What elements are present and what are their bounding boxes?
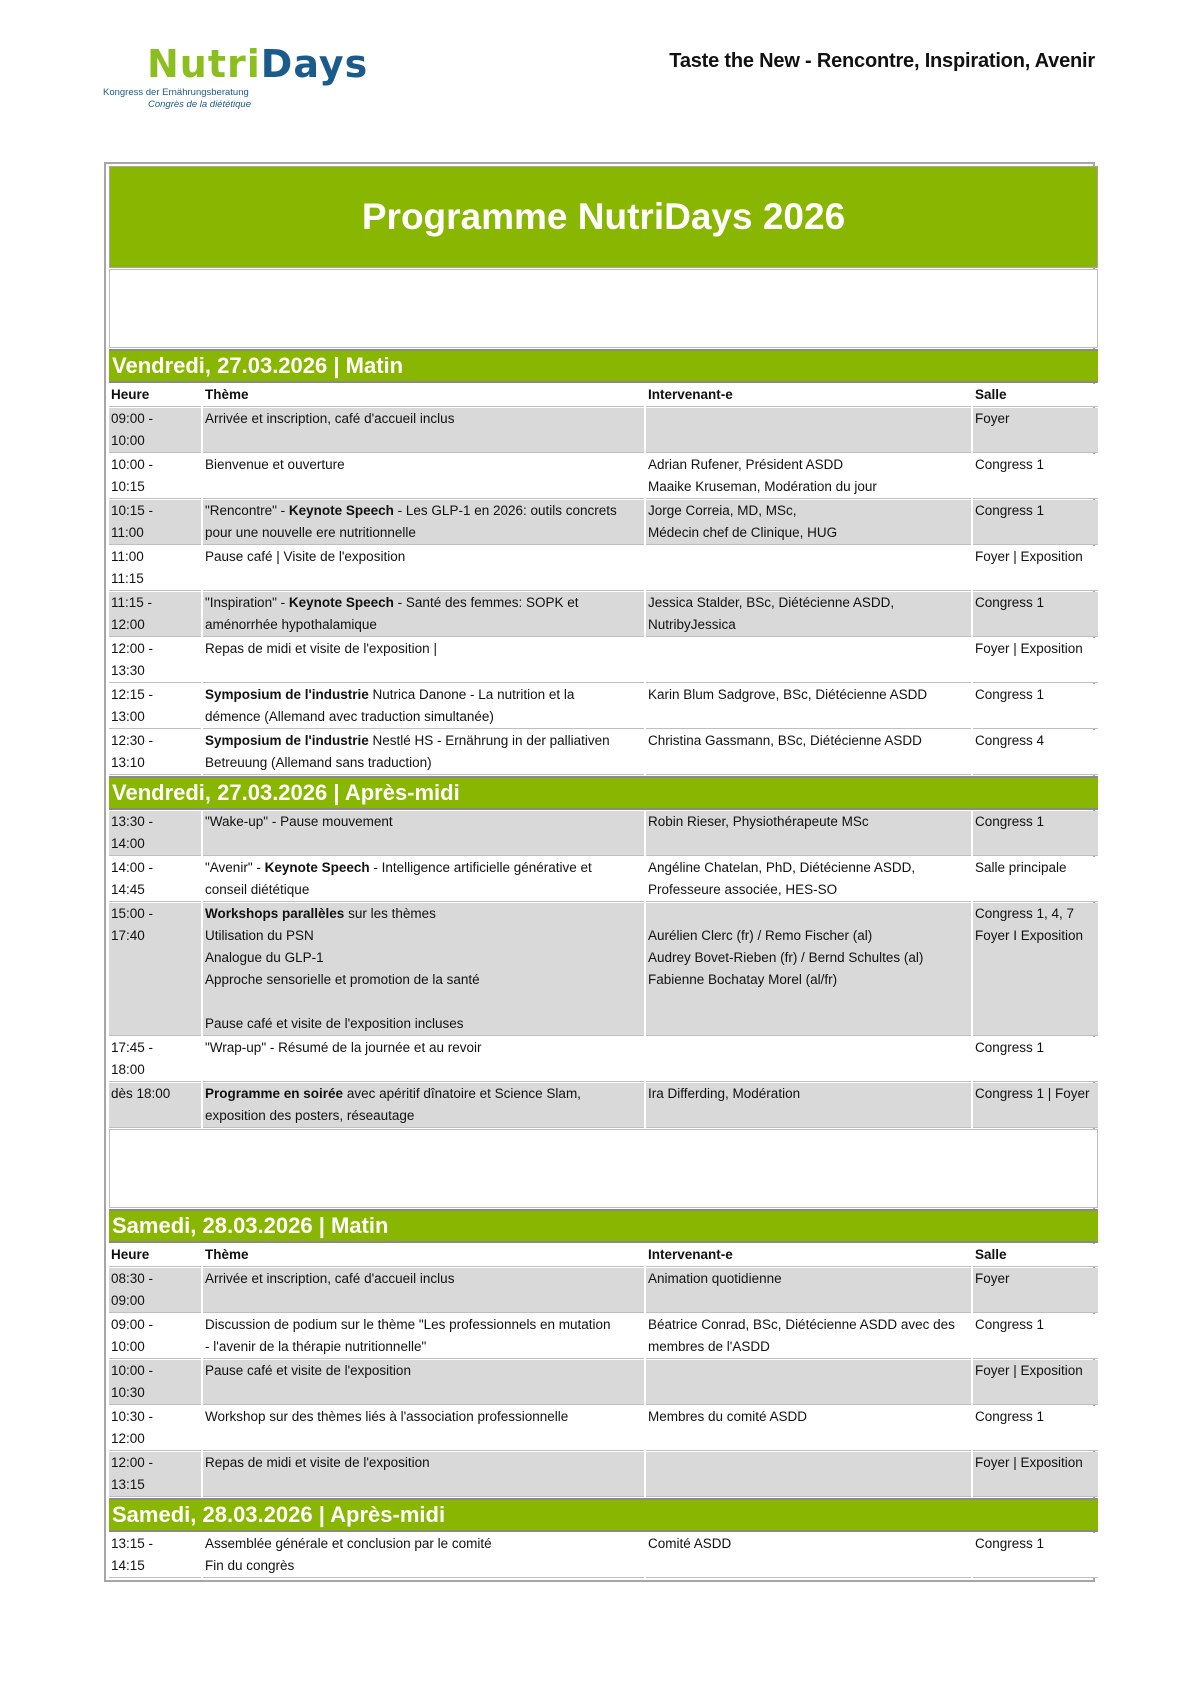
speaker-cell [646,1406,971,1451]
time-cell [109,1452,201,1497]
cell-line: aménorrhée hypothalamique [205,617,377,632]
speaker-cell [646,1037,971,1082]
theme-cell [203,1360,644,1405]
schedule-row [109,1268,1098,1313]
theme-cell [203,1268,644,1313]
schedule-row [109,1083,1098,1128]
cell-line: Foyer [975,1271,1010,1286]
logo-subtitle-fr: Congrès de la diététique [148,99,251,110]
time-cell [109,1406,201,1451]
cell-line: 13:10 [111,755,145,770]
cell-line [648,903,969,925]
cell-line: Utilisation du PSN [205,928,314,943]
theme-cell [203,500,644,545]
time-cell [109,730,201,775]
time-cell [109,903,201,1036]
cell-line: 13:15 [111,1477,145,1492]
time-cell [109,638,201,683]
schedule-row [109,408,1098,453]
theme-bold: Symposium de l'industrie [205,687,369,702]
column-header-row [109,384,1098,407]
programme-table [104,162,1095,1582]
time-cell [109,811,201,856]
theme-first-line [205,903,642,925]
cell-line: 12:00 [111,617,145,632]
speaker-cell [646,811,971,856]
speaker-cell [646,857,971,902]
cell-line: 12:00 - [111,1455,154,1470]
cell-line: Pause café et visite de l'exposition [205,1363,411,1378]
theme-cell [203,684,644,729]
cell-line: Congress 1 [975,1317,1045,1332]
theme-first-line [205,592,642,614]
cell-line: 10:00 [111,1339,145,1354]
cell-line: Arrivée et inscription, café d'accueil inclus [205,411,455,426]
theme-cell [203,903,644,1036]
section-header [109,1498,1098,1532]
cell-line: Congress 1 | Foyer [975,1086,1090,1101]
column-header-row [109,1244,1098,1267]
room-cell [973,1360,1098,1405]
cell-line: Foyer I Exposition [975,928,1084,943]
cell-line: Arrivée et inscription, café d'accueil inclus [205,1271,455,1286]
cell-line: 17:45 - [111,1040,154,1055]
cell-line: 12:15 - [111,687,154,702]
theme-cell [203,1406,644,1451]
cell-line: Discussion de podium sur le thème "Les professionnels en mutation [205,1317,611,1332]
theme-cell [203,1314,644,1359]
cell-line [205,991,642,1013]
section-header [109,776,1098,810]
theme-suffix: Nutrica Danone - La nutrition et la [368,687,575,702]
cell-line: 10:15 [111,479,145,494]
cell-line: Médecin chef de Clinique, HUG [648,525,838,540]
programme-title-row [109,166,1098,268]
speaker-cell [646,454,971,499]
time-cell [109,454,201,499]
schedule-row [109,546,1098,591]
theme-cell [203,638,644,683]
cell-line: Adrian Rufener, Président ASDD [648,457,844,472]
schedule-row [109,1533,1098,1578]
column-header: Intervenant-e [646,384,971,407]
programme-title: Programme NutriDays 2026 [109,166,1098,268]
cell-line: 17:40 [111,928,145,943]
cell-line: membres de l'ASDD [648,1339,770,1354]
time-cell [109,1083,201,1128]
schedule-row [109,903,1098,1036]
cell-line: Congress 1 [975,1409,1045,1424]
section-header [109,1209,1098,1243]
cell-line: 14:00 - [111,860,154,875]
schedule-row [109,1314,1098,1359]
theme-suffix: - Intelligence artificielle générative et [369,860,592,875]
schedule-row [109,1037,1098,1082]
theme-suffix: sur les thèmes [344,906,436,921]
section-header [109,349,1098,383]
cell-line: Congress 1 [975,1040,1045,1055]
section-title: Vendredi, 27.03.2026 | Matin [109,349,1098,383]
cell-line: NutribyJessica [648,617,736,632]
speaker-cell [646,1452,971,1497]
theme-bold: Workshops parallèles [205,906,345,921]
schedule-row [109,500,1098,545]
theme-bold: Programme en soirée [205,1086,344,1101]
cell-line: 09:00 - [111,1317,154,1332]
time-cell [109,1268,201,1313]
schedule-row [109,454,1098,499]
cell-line: 12:00 - [111,641,154,656]
cell-line: 09:00 [111,1293,145,1308]
theme-first-line [205,730,642,752]
room-cell [973,684,1098,729]
cell-line: - l'avenir de la thérapie nutritionnelle" [205,1339,427,1354]
speaker-cell [646,592,971,637]
speaker-cell [646,730,971,775]
theme-first-line [205,1083,642,1105]
room-cell [973,1452,1098,1497]
cell-line: "Wake-up" - Pause mouvement [205,814,393,829]
schedule-row [109,1406,1098,1451]
theme-suffix: - Les GLP-1 en 2026: outils concrets [393,503,617,518]
cell-line: Comité ASDD [648,1536,732,1551]
spacer-row [109,269,1098,348]
theme-cell [203,811,644,856]
cell-line: Ira Differding, Modération [648,1086,801,1101]
room-cell [973,546,1098,591]
room-cell [973,730,1098,775]
cell-line: Approche sensorielle et promotion de la santé [205,972,480,987]
theme-cell [203,730,644,775]
cell-line: Congress 1 [975,595,1045,610]
theme-bold: Keynote Speech [264,860,370,875]
logo-wordmark: NutriDays [147,42,369,86]
cell-line: dès 18:00 [111,1086,171,1101]
speaker-cell [646,546,971,591]
cell-line: 10:15 - [111,503,154,518]
cell-line: Betreuung (Allemand sans traduction) [205,755,432,770]
room-cell [973,1268,1098,1313]
cell-line: Angéline Chatelan, PhD, Diétécienne ASDD, [648,860,916,875]
room-cell [973,408,1098,453]
theme-bold: Keynote Speech [288,595,394,610]
cell-line: Jorge Correia, MD, MSc, [648,503,797,518]
cell-line: 12:00 [111,1431,145,1446]
time-cell [109,1037,201,1082]
speaker-cell [646,684,971,729]
column-header: Salle [973,1244,1098,1267]
speaker-cell [646,1360,971,1405]
theme-first-line [205,500,642,522]
cell-line: Repas de midi et visite de l'exposition | [205,641,437,656]
theme-cell [203,1452,644,1497]
cell-line: Foyer | Exposition [975,549,1083,564]
cell-line: Jessica Stalder, BSc, Diétécienne ASDD, [648,595,895,610]
speaker-cell [646,1533,971,1578]
cell-line: Congress 1 [975,1536,1045,1551]
cell-line: Foyer [975,411,1010,426]
room-cell [973,1037,1098,1082]
cell-line: Pause café et visite de l'exposition incluses [205,1016,464,1031]
theme-cell [203,546,644,591]
theme-suffix: Nestlé HS - Ernährung in der palliativen [368,733,610,748]
cell-line: Foyer | Exposition [975,1455,1083,1470]
column-header: Thème [203,1244,644,1267]
cell-line: 12:30 - [111,733,154,748]
cell-line: 18:00 [111,1062,145,1077]
column-header: Heure [109,384,201,407]
cell-line: Foyer | Exposition [975,641,1083,656]
theme-suffix: - Santé des femmes: SOPK et [393,595,579,610]
schedule-row [109,811,1098,856]
cell-line: 09:00 - [111,411,154,426]
tagline: Taste the New - Rencontre, Inspiration, Avenir [669,50,1095,72]
theme-first-line [205,857,642,879]
time-cell [109,1314,201,1359]
cell-line: Bienvenue et ouverture [205,457,345,472]
cell-line: Robin Rieser, Physiothérapeute MSc [648,814,869,829]
speaker-cell [646,1268,971,1313]
room-cell [973,1083,1098,1128]
theme-cell [203,408,644,453]
cell-line: Analogue du GLP-1 [205,950,324,965]
cell-line: 08:30 - [111,1271,154,1286]
room-cell [973,638,1098,683]
cell-line: Repas de midi et visite de l'exposition [205,1455,430,1470]
cell-line: Congress 4 [975,733,1045,748]
cell-line: 13:30 - [111,814,154,829]
cell-line: 14:00 [111,836,145,851]
schedule-row [109,592,1098,637]
speaker-cell [646,500,971,545]
time-cell [109,546,201,591]
cell-line: Maaike Kruseman, Modération du jour [648,479,877,494]
nutridays-logo [103,42,369,112]
cell-line: 13:30 [111,663,145,678]
cell-line: 10:30 - [111,1409,154,1424]
speaker-cell [646,1314,971,1359]
room-cell [973,811,1098,856]
speaker-cell [646,903,971,1036]
cell-line: 10:00 - [111,457,154,472]
cell-line: Christina Gassmann, BSc, Diétécienne ASDD [648,733,922,748]
cell-line: Workshop sur des thèmes liés à l'association professionnelle [205,1409,569,1424]
cell-line: 10:30 [111,1385,145,1400]
schedule-row [109,1360,1098,1405]
cell-line: Béatrice Conrad, BSc, Diétécienne ASDD avec des [648,1317,955,1332]
column-header: Salle [973,384,1098,407]
cell-line: 14:15 [111,1558,145,1573]
room-cell [973,500,1098,545]
cell-line: démence (Allemand avec traduction simultanée) [205,709,494,724]
theme-prefix: "Inspiration" - [205,595,289,610]
time-cell [109,857,201,902]
column-header: Thème [203,384,644,407]
cell-line: Congress 1 [975,457,1045,472]
time-cell [109,684,201,729]
cell-line: Congress 1 [975,687,1045,702]
theme-bold: Symposium de l'industrie [205,733,369,748]
cell-line: 11:15 - [111,595,153,610]
theme-prefix: "Avenir" - [205,860,265,875]
section-title: Samedi, 28.03.2026 | Après-midi [109,1498,1098,1532]
room-cell [973,592,1098,637]
schedule-row [109,730,1098,775]
cell-line: 15:00 - [111,906,154,921]
cell-line: Fabienne Bochatay Morel (al/fr) [648,972,838,987]
cell-line: exposition des posters, réseautage [205,1108,415,1123]
cell-line: 13:00 [111,709,145,724]
section-title: Vendredi, 27.03.2026 | Après-midi [109,776,1098,810]
theme-cell [203,1037,644,1082]
theme-first-line [205,684,642,706]
theme-prefix: "Rencontre" - [205,503,289,518]
time-cell [109,592,201,637]
section-title: Samedi, 28.03.2026 | Matin [109,1209,1098,1243]
cell-line: Pause café | Visite de l'exposition [205,549,406,564]
room-cell [973,1314,1098,1359]
logo-subtitle-de: Kongress der Ernährungsberatung [103,87,249,98]
theme-cell [203,592,644,637]
column-header: Heure [109,1244,201,1267]
cell-line: Foyer | Exposition [975,1363,1083,1378]
time-cell [109,500,201,545]
theme-cell [203,1533,644,1578]
speaker-cell [646,408,971,453]
schedule-row [109,1452,1098,1497]
speaker-cell [646,1083,971,1128]
room-cell [973,1533,1098,1578]
cell-line: 11:00 [111,549,144,564]
schedule-row [109,684,1098,729]
cell-line: 11:15 [111,571,144,586]
cell-line: 10:00 - [111,1363,154,1378]
cell-line: Assemblée générale et conclusion par le comité [205,1536,492,1551]
cell-line: Fin du congrès [205,1558,295,1573]
cell-line: Karin Blum Sadgrove, BSc, Diétécienne ASDD [648,687,928,702]
theme-cell [203,857,644,902]
cell-line: Audrey Bovet-Rieben (fr) / Bernd Schultes (al) [648,950,924,965]
column-header: Intervenant-e [646,1244,971,1267]
spacer-row [109,1129,1098,1208]
theme-cell [203,1083,644,1128]
cell-line: Animation quotidienne [648,1271,782,1286]
speaker-cell [646,638,971,683]
cell-line: Congress 1 [975,503,1045,518]
time-cell [109,1360,201,1405]
cell-line: Salle principale [975,860,1067,875]
cell-line: Aurélien Clerc (fr) / Remo Fischer (al) [648,928,873,943]
cell-line: 11:00 [111,525,144,540]
time-cell [109,408,201,453]
schedule-row [109,638,1098,683]
cell-line: pour une nouvelle ere nutritionnelle [205,525,416,540]
cell-line: "Wrap-up" - Résumé de la journée et au revoir [205,1040,482,1055]
theme-cell [203,454,644,499]
theme-suffix: avec apéritif dînatoire et Science Slam, [343,1086,581,1101]
room-cell [973,857,1098,902]
time-cell [109,1533,201,1578]
theme-bold: Keynote Speech [288,503,394,518]
cell-line: 14:45 [111,882,145,897]
room-cell [973,454,1098,499]
schedule-row [109,857,1098,902]
room-cell [973,903,1098,1036]
cell-line: 10:00 [111,433,145,448]
cell-line: Congress 1, 4, 7 [975,906,1075,921]
cell-line: 13:15 - [111,1536,154,1551]
cell-line: conseil diététique [205,882,310,897]
cell-line: Congress 1 [975,814,1045,829]
cell-line: Professeure associée, HES-SO [648,882,838,897]
room-cell [973,1406,1098,1451]
cell-line: Membres du comité ASDD [648,1409,808,1424]
